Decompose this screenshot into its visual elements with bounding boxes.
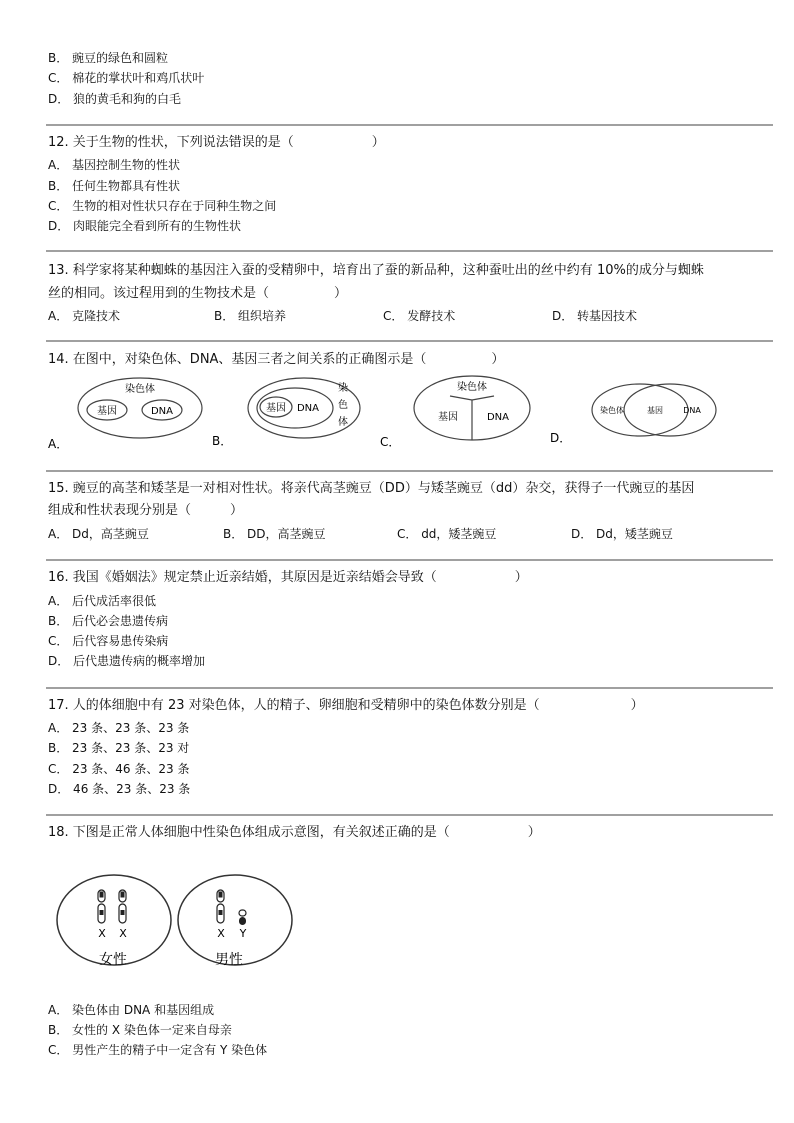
fig-b-outer-label-3: 体 <box>338 417 348 428</box>
q17-stem: 17. 人的体细胞中有 23 对染色体，人的精子、卵细胞和受精卵中的染色体数分别是（ ） <box>48 698 644 713</box>
x-chromosome <box>98 890 105 923</box>
q12-option-d: D． 肉眼能完全看到所有的生物性状 <box>48 219 242 233</box>
q11-option-d: D． 狼的黄毛和狗的白毛 <box>48 92 182 106</box>
fig-b-middle-label: DNA <box>296 403 320 414</box>
female-x-label-2: X <box>119 927 127 940</box>
q14-figure-d <box>592 384 716 436</box>
x-chromosome <box>119 890 126 923</box>
female-cell <box>57 875 171 968</box>
fig-c-left-label: 基因 <box>438 412 458 423</box>
q14-option-b-letter: B． <box>212 434 233 448</box>
q16-option-d: D． 后代患遗传病的概率增加 <box>48 654 206 668</box>
female-caption: 女性 <box>99 952 127 968</box>
q17-option-b: B． 23 条、23 条、23 对 <box>48 741 190 755</box>
q18-option-b: B． 女性的 X 染色体一定来自母亲 <box>48 1023 232 1037</box>
q18-stem: 18. 下图是正常人体细胞中性染色体组成示意图，有关叙述正确的是（ ） <box>48 825 541 840</box>
q13-option-d: D． 转基因技术 <box>552 309 638 323</box>
fig-a-outer-label: 染色体 <box>125 384 155 395</box>
fig-d-right-label: DNA <box>683 406 701 415</box>
q15-option-b: B． DD，高茎豌豆 <box>223 527 326 541</box>
separator <box>46 470 773 472</box>
q17-option-c: C． 23 条、46 条、23 条 <box>48 762 190 776</box>
q18-option-c: C． 男性产生的精子中一定含有 Y 染色体 <box>48 1043 268 1057</box>
q17-option-d: D． 46 条、23 条、23 条 <box>48 782 191 796</box>
fig-d-left-label: 染色体 <box>600 406 624 415</box>
q17-option-a: A． 23 条、23 条、23 条 <box>48 721 190 735</box>
q15-option-d: D． Dd，矮茎豌豆 <box>571 527 673 541</box>
q13-option-b: B． 组织培养 <box>214 309 287 323</box>
separator <box>46 559 773 561</box>
fig-c-top-label: 染色体 <box>457 382 487 393</box>
q15-stem-line2: 组成和性状表现分别是（ ） <box>48 503 244 518</box>
q12-stem: 12. 关于生物的性状，下列说法错误的是（ ） <box>48 135 385 150</box>
fig-b-outer-label-1: 染 <box>338 383 348 394</box>
q14-figure-b <box>248 378 360 438</box>
q13-stem-line2: 丝的相同。该过程用到的生物技术是（ ） <box>48 286 348 301</box>
separator <box>46 687 773 689</box>
q14-stem: 14. 在图中，对染色体、DNA、基因三者之间关系的正确图示是（ ） <box>48 352 505 367</box>
q14-option-a-letter: A． <box>48 437 69 451</box>
q14-option-c-letter: C． <box>380 435 401 449</box>
fig-b-inner-label: 基因 <box>266 403 286 414</box>
q13-option-a: A． 克隆技术 <box>48 309 121 323</box>
q16-option-a: A． 后代成活率很低 <box>48 594 157 608</box>
q11-option-b: B． 豌豆的绿色和圆粒 <box>48 51 169 65</box>
q12-option-a: A． 基因控制生物的性状 <box>48 158 181 172</box>
q11-option-c: C． 棉花的掌状叶和鸡爪状叶 <box>48 71 205 85</box>
male-cell <box>178 875 292 968</box>
separator <box>46 124 773 126</box>
separator <box>46 250 773 252</box>
q15-stem-line1: 15. 豌豆的高茎和矮茎是一对相对性状。将亲代高茎豌豆（DD）与矮茎豌豆（dd）杂交，获得子一代豌豆的基因 <box>48 481 695 496</box>
q15-option-a: A． Dd，高茎豌豆 <box>48 527 149 541</box>
q15-option-c: C． dd，矮茎豌豆 <box>397 527 497 541</box>
q13-option-c: C． 发酵技术 <box>383 309 456 323</box>
y-chromosome <box>239 910 246 925</box>
male-caption: 男性 <box>215 952 243 968</box>
female-x-label-1: X <box>98 927 106 940</box>
separator <box>46 814 773 816</box>
q14-option-d-letter: D． <box>550 431 572 445</box>
q16-option-c: C． 后代容易患传染病 <box>48 634 169 648</box>
x-chromosome <box>217 890 224 923</box>
q18-option-a: A． 染色体由 DNA 和基因组成 <box>48 1003 215 1017</box>
fig-c-right-label: DNA <box>486 412 510 423</box>
q12-option-b: B． 任何生物都具有性状 <box>48 179 181 193</box>
q18-sex-chromosome-figure <box>55 870 300 980</box>
q14-figure-c <box>414 376 530 440</box>
male-x-label: X <box>217 927 225 940</box>
fig-a-left-label: 基因 <box>97 406 117 417</box>
separator <box>46 340 773 342</box>
q14-figure-a <box>78 378 202 438</box>
q16-option-b: B． 后代必会患遗传病 <box>48 614 169 628</box>
fig-b-outer-label-2: 色 <box>338 400 348 411</box>
q14-figures <box>40 372 740 458</box>
male-y-label: Y <box>239 927 247 940</box>
fig-d-center-label: 基因 <box>647 406 663 415</box>
fig-a-right-label: DNA <box>150 406 174 417</box>
q12-option-c: C． 生物的相对性状只存在于同种生物之间 <box>48 199 277 213</box>
q13-stem-line1: 13. 科学家将某种蜘蛛的基因注入蚕的受精卵中，培育出了蚕的新品种，这种蚕吐出的丝中约有 10%的成分与蜘蛛 <box>48 263 704 278</box>
q16-stem: 16. 我国《婚姻法》规定禁止近亲结婚，其原因是近亲结婚会导致（ ） <box>48 570 528 585</box>
